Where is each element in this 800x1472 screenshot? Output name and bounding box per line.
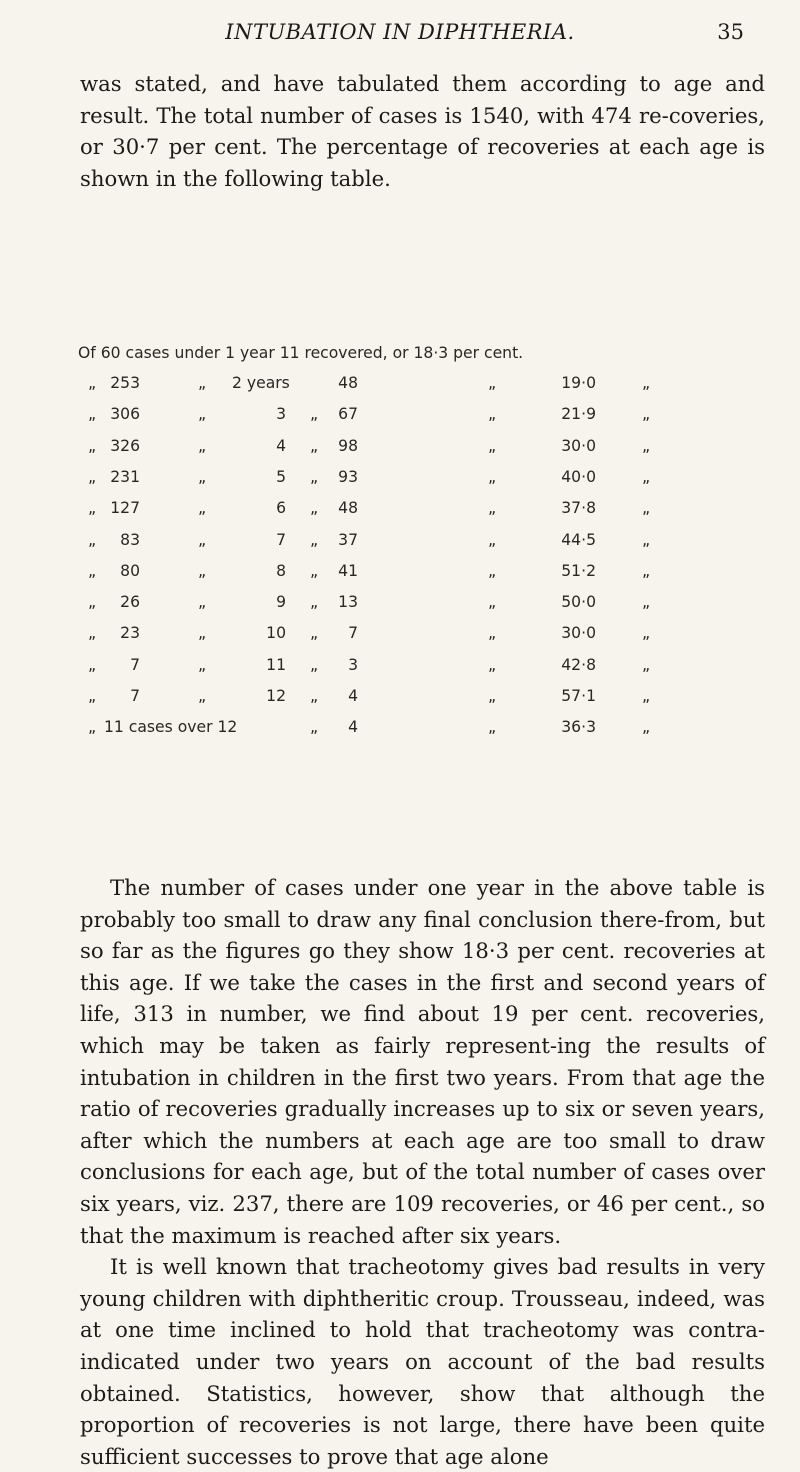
ditto-mark: „ bbox=[88, 561, 97, 580]
ditto-mark: „ bbox=[198, 405, 207, 424]
ditto-mark: „ bbox=[310, 530, 319, 549]
ditto-mark: „ bbox=[642, 467, 651, 486]
recovery-percent: 21·9 bbox=[561, 405, 596, 424]
recovered-count: 98 bbox=[338, 436, 358, 455]
running-header bbox=[0, 20, 800, 54]
ditto-mark: „ bbox=[488, 655, 497, 674]
ditto-mark: „ bbox=[488, 374, 497, 392]
ditto-mark: „ bbox=[88, 374, 97, 392]
cases-count: 23 bbox=[120, 624, 140, 643]
ditto-mark: „ bbox=[198, 436, 207, 455]
body-paragraph-2: It is well known that tracheotomy gives bad results in very young children with diphtheritic croup. Trousseau, indeed, was at one time inclined to hold that tracheotomy was contra-indicated under two years on account of the bad results obtained. Statistics, however, show that although the proportion of recoveries is not large, there have been quite sufficient successes to prove that age alone bbox=[80, 1254, 765, 1469]
ditto-mark: „ bbox=[310, 593, 319, 612]
recovered-count: 37 bbox=[338, 530, 358, 549]
ditto-mark: „ bbox=[198, 374, 207, 392]
ditto-mark: „ bbox=[310, 687, 319, 705]
cases-count: 326 bbox=[110, 436, 140, 455]
intro-paragraph-block bbox=[80, 68, 765, 194]
table-row bbox=[0, 531, 800, 553]
recovery-percent: 50·0 bbox=[561, 593, 596, 612]
cases-description: 11 cases over 12 bbox=[104, 718, 238, 737]
ditto-mark: „ bbox=[198, 499, 207, 518]
ditto-mark: „ bbox=[88, 499, 97, 518]
ditto-mark: „ bbox=[642, 530, 651, 549]
recovered-count: 48 bbox=[338, 374, 358, 392]
ditto-mark: „ bbox=[642, 561, 651, 580]
ditto-mark: „ bbox=[310, 405, 319, 424]
recovery-percent: 44·5 bbox=[561, 530, 596, 549]
ditto-mark: „ bbox=[198, 530, 207, 549]
table-row bbox=[0, 468, 800, 490]
ditto-mark: „ bbox=[310, 624, 319, 643]
ditto-mark: „ bbox=[642, 655, 651, 674]
ditto-mark: „ bbox=[642, 436, 651, 455]
table-header-row bbox=[78, 344, 778, 366]
ditto-mark: „ bbox=[310, 436, 319, 455]
cases-count: 306 bbox=[110, 405, 140, 424]
ditto-mark: „ bbox=[198, 593, 207, 612]
table-row bbox=[0, 499, 800, 521]
recovered-count: 67 bbox=[338, 405, 358, 424]
cases-count: 26 bbox=[120, 593, 140, 612]
table-row bbox=[0, 405, 800, 427]
ditto-mark: „ bbox=[488, 561, 497, 580]
ditto-mark: „ bbox=[310, 655, 319, 674]
recovered-count: 13 bbox=[338, 593, 358, 612]
ditto-mark: „ bbox=[642, 593, 651, 612]
ditto-mark: „ bbox=[198, 624, 207, 643]
ditto-mark: „ bbox=[310, 499, 319, 518]
page-number: 35 bbox=[717, 20, 744, 44]
age-value: 3 bbox=[276, 405, 286, 424]
ditto-mark: „ bbox=[88, 624, 97, 643]
ditto-mark: „ bbox=[488, 530, 497, 549]
ditto-mark: „ bbox=[88, 718, 97, 737]
cases-count: 7 bbox=[130, 687, 140, 705]
ditto-mark: „ bbox=[488, 467, 497, 486]
ditto-mark: „ bbox=[488, 436, 497, 455]
ditto-mark: „ bbox=[310, 561, 319, 580]
age-value: 2 years bbox=[232, 374, 290, 392]
table-row bbox=[0, 624, 800, 646]
age-value: 6 bbox=[276, 499, 286, 518]
cases-count: 253 bbox=[110, 374, 140, 392]
recovery-percent: 36·3 bbox=[561, 718, 596, 737]
recovered-count: 93 bbox=[338, 467, 358, 486]
ditto-mark: „ bbox=[88, 655, 97, 674]
ditto-mark: „ bbox=[642, 405, 651, 424]
ditto-mark: „ bbox=[488, 624, 497, 643]
ditto-mark: „ bbox=[642, 624, 651, 643]
age-value: 5 bbox=[276, 467, 286, 486]
recovered-count: 4 bbox=[348, 718, 358, 737]
ditto-mark: „ bbox=[198, 561, 207, 580]
age-value: 11 bbox=[266, 655, 286, 674]
age-value: 10 bbox=[266, 624, 286, 643]
ditto-mark: „ bbox=[198, 655, 207, 674]
ditto-mark: „ bbox=[642, 687, 651, 705]
intro-paragraph: was stated, and have tabulated them according to age and result. The total number of cases is 1540, with 474 re-coveries, or 30·7 per cent. The percentage of recoveries at each age is shown in the following table. bbox=[80, 71, 765, 191]
ditto-mark: „ bbox=[488, 405, 497, 424]
table-row bbox=[0, 562, 800, 584]
ditto-mark: „ bbox=[88, 436, 97, 455]
recovery-percent: 30·0 bbox=[561, 436, 596, 455]
ditto-mark: „ bbox=[198, 467, 207, 486]
recovered-count: 3 bbox=[348, 655, 358, 674]
body-paragraph-1: The number of cases under one year in the above table is probably too small to draw any final conclusion there-from, but so far as the figures go they show 18·3 per cent. recoveries at this age. If we take the cases in the first and second years of life, 313 in number, we find about 19 per cent. recoveries, which may be taken as fairly represent-ing the results of intubation in children in the first two years. From that age the ratio of recoveries gradually increases up to six or seven years, after which the numbers at each age are too small to draw conclusions for each age, but of the total number of cases over six years, viz. 237, there are 109 recoveries, or 46 per cent., so that the maximum is reached after six years. bbox=[80, 875, 765, 1248]
ditto-mark: „ bbox=[310, 718, 319, 737]
ditto-mark: „ bbox=[88, 467, 97, 486]
ditto-mark: „ bbox=[88, 405, 97, 424]
age-value: 9 bbox=[276, 593, 286, 612]
age-value: 7 bbox=[276, 530, 286, 549]
ditto-mark: „ bbox=[488, 687, 497, 705]
age-value: 8 bbox=[276, 561, 286, 580]
ditto-mark: „ bbox=[310, 467, 319, 486]
table-row bbox=[0, 687, 800, 709]
cases-count: 127 bbox=[110, 499, 140, 518]
recovered-count: 48 bbox=[338, 499, 358, 518]
recovery-percent: 51·2 bbox=[561, 561, 596, 580]
ditto-mark: „ bbox=[88, 530, 97, 549]
table-row-last bbox=[0, 718, 800, 740]
ditto-mark: „ bbox=[488, 718, 497, 737]
table-row bbox=[0, 656, 800, 678]
recovered-count: 4 bbox=[348, 687, 358, 705]
table-row bbox=[0, 437, 800, 459]
ditto-mark: „ bbox=[88, 593, 97, 612]
cases-count: 231 bbox=[110, 467, 140, 486]
ditto-mark: „ bbox=[642, 374, 651, 392]
cases-count: 7 bbox=[130, 655, 140, 674]
cases-count: 80 bbox=[120, 561, 140, 580]
table-row bbox=[0, 593, 800, 615]
recovery-percent: 37·8 bbox=[561, 499, 596, 518]
ditto-mark: „ bbox=[488, 499, 497, 518]
running-title: INTUBATION IN DIPHTHERIA. bbox=[225, 20, 575, 44]
ditto-mark: „ bbox=[488, 593, 497, 612]
recovery-percent: 40·0 bbox=[561, 467, 596, 486]
age-value: 12 bbox=[266, 687, 286, 705]
recovery-percent: 57·1 bbox=[561, 687, 596, 705]
body-text bbox=[80, 872, 765, 1472]
table-header-text: Of 60 cases under 1 year 11 recovered, or 18·3 per cent. bbox=[78, 344, 524, 362]
table-row bbox=[0, 374, 800, 396]
ditto-mark: „ bbox=[198, 687, 207, 705]
recovery-percent: 30·0 bbox=[561, 624, 596, 643]
ditto-mark: „ bbox=[642, 499, 651, 518]
ditto-mark: „ bbox=[88, 687, 97, 705]
cases-count: 83 bbox=[120, 530, 140, 549]
recovered-count: 41 bbox=[338, 561, 358, 580]
age-value: 4 bbox=[276, 436, 286, 455]
recovery-percent: 42·8 bbox=[561, 655, 596, 674]
recovered-count: 7 bbox=[348, 624, 358, 643]
ditto-mark: „ bbox=[642, 718, 651, 737]
recovery-percent: 19·0 bbox=[561, 374, 596, 392]
